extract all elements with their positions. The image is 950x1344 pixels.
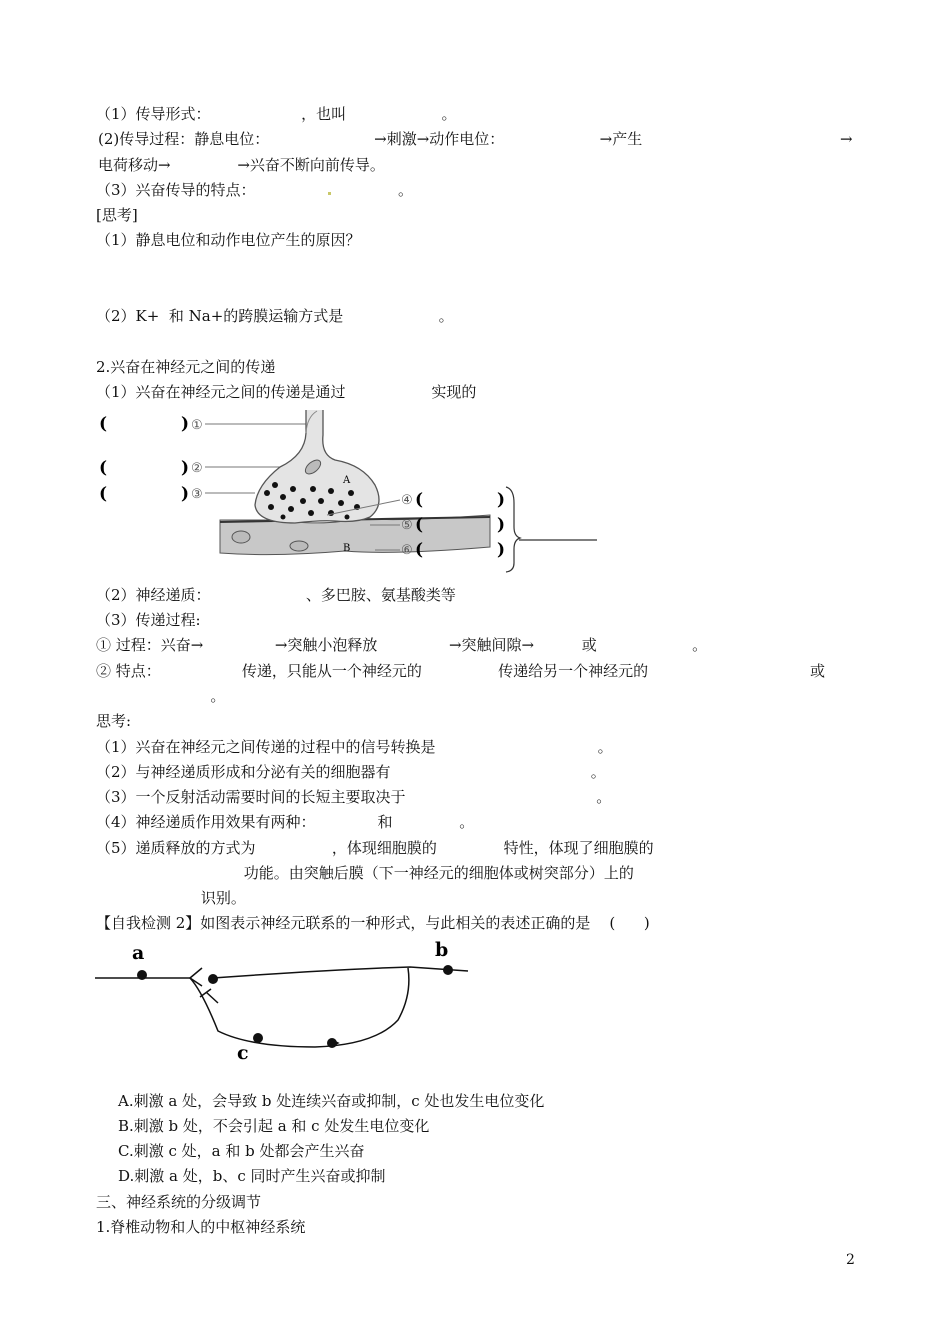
text-line-20: （5）递质释放的方式为 ，体现细胞膜的 特性，体现了细胞膜的 — [96, 839, 654, 857]
label-paren-open-4: ( — [415, 490, 424, 510]
label-paren-close-2: ) — [181, 458, 190, 478]
label-paren-close-4: ) — [497, 490, 506, 510]
subsection-heading-1: 1.脊椎动物和人的中枢神经系统 — [96, 1218, 306, 1236]
text-line-10: （2）神经递质： 、多巴胺、氨基酸类等 — [96, 586, 456, 604]
label-B: B — [343, 543, 351, 554]
point-synapse — [208, 974, 218, 984]
text-line-2: (2)传导过程：静息电位： →刺激→动作电位： →产生 — [98, 130, 643, 148]
text-line-17: （2）与神经递质形成和分泌有关的细胞器有 。 — [96, 763, 606, 781]
neuron-circuit-diagram — [90, 935, 490, 1065]
section-heading-2: 2.兴奋在神经元之间的传递 — [96, 358, 276, 376]
text-line-4: （3）兴奋传导的特点： — [96, 181, 256, 199]
label-paren-open-3: ( — [99, 484, 108, 504]
label-paren-open-6: ( — [415, 540, 424, 560]
text-line-16: （1）兴奋在神经元之间传递的过程中的信号转换是 。 — [96, 738, 613, 756]
label-paren-open-2: ( — [99, 458, 108, 478]
text-line-4-end: 。 — [398, 181, 414, 199]
label-paren-open-5: ( — [415, 515, 424, 535]
label-paren-close-1: ) — [181, 414, 190, 434]
text-line-21: 功能。由突触后膜（下一神经元的细胞体或树突部分）上的 — [96, 864, 634, 882]
point-a — [137, 970, 147, 980]
label-b: b — [435, 939, 449, 961]
curly-brace — [506, 487, 520, 572]
text-line-7: （2）K+ 和 Na+的跨膜运输方式是 。 — [96, 307, 454, 325]
circled-1: ① — [191, 418, 203, 433]
text-line-12: ① 过程：兴奋→ →突触小泡释放 →突触间隙→ 或 。 — [96, 636, 708, 654]
label-paren-close-3: ) — [181, 484, 190, 504]
text-line-3: 电荷移动→ →兴奋不断向前传导。 — [98, 156, 385, 174]
text-line-13-or: 或 — [810, 662, 826, 680]
text-line-19: （4）神经递质作用效果有两种： 和 。 — [96, 813, 475, 831]
text-line-1: （1）传导形式： ，也叫 。 — [96, 105, 457, 123]
text-line-14: 。 — [96, 687, 226, 705]
circled-3: ③ — [191, 487, 203, 502]
self-check-2-question: 【自我检测 2】如图表示神经元联系的一种形式，与此相关的表述正确的是 ( ) — [96, 914, 650, 932]
option-d: D.刺激 a 处，b、c 同时产生兴奋或抑制 — [118, 1167, 386, 1185]
label-paren-open-1: ( — [99, 414, 108, 434]
label-a: a — [132, 942, 145, 964]
label-paren-close-5: ) — [497, 515, 506, 535]
point-c — [253, 1033, 263, 1043]
text-line-5: [思考] — [96, 206, 138, 224]
label-c: c — [237, 1042, 249, 1064]
circled-5: ⑤ — [401, 518, 413, 533]
option-b: B.刺激 b 处，不会引起 a 和 c 处发生电位变化 — [118, 1117, 430, 1135]
text-line-6: （1）静息电位和动作电位产生的原因？ — [96, 231, 361, 249]
point-d — [327, 1038, 337, 1048]
text-line-9: （1）兴奋在神经元之间的传递是通过 实现的 — [96, 383, 477, 401]
option-a: A.刺激 a 处，会导致 b 处连续兴奋或抑制，c 处也发生电位变化 — [118, 1092, 545, 1110]
text-line-15: 思考: — [96, 712, 132, 730]
circled-4: ④ — [401, 493, 413, 508]
section-heading-3: 三、神经系统的分级调节 — [96, 1193, 262, 1211]
text-line-22: 识别。 — [96, 889, 246, 907]
text-line-2-arrow: → — [840, 130, 853, 148]
label-A: A — [343, 475, 351, 486]
text-line-18: （3）一个反射活动需要时间的长短主要取决于 。 — [96, 788, 612, 806]
circled-6: ⑥ — [401, 543, 413, 558]
circled-2: ② — [191, 461, 203, 476]
point-b — [443, 965, 453, 975]
synapse-diagram — [95, 405, 615, 577]
text-line-13: ② 特点： 传递，只能从一个神经元的 传递给另一个神经元的 — [96, 662, 649, 680]
page-number: 2 — [846, 1252, 855, 1268]
option-c: C.刺激 c 处，a 和 b 处都会产生兴奋 — [118, 1142, 365, 1160]
text-line-11: （3）传递过程: — [96, 611, 201, 629]
mark-dot — [328, 192, 331, 195]
label-paren-close-6: ) — [497, 540, 506, 560]
